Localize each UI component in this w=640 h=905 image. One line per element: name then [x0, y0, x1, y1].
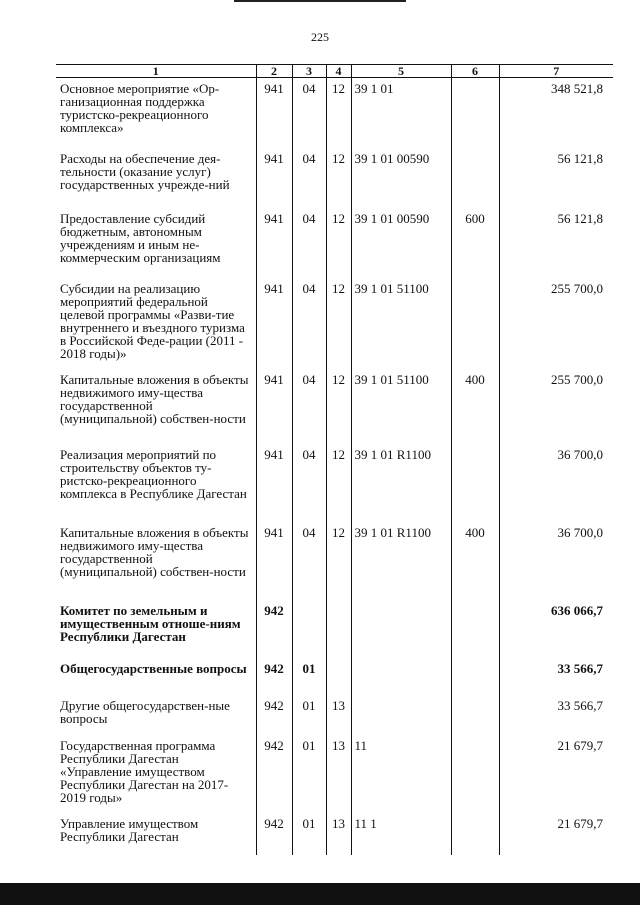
cell-ministry-code: 941 [256, 444, 292, 522]
cell-name: Управление имуществом Республики Дагестан [60, 815, 199, 844]
cell-amount: 33 566,7 [499, 695, 613, 735]
header-col-2: 2 [256, 65, 292, 78]
cell-amount: 255 700,0 [499, 278, 613, 369]
cell-amount: 255 700,0 [499, 369, 613, 444]
cell-amount: 56 121,8 [499, 148, 613, 208]
cell-amount: 636 066,7 [499, 600, 613, 658]
cell-expense-type [451, 78, 499, 148]
cell-target-article: 39 1 01 R1100 [351, 522, 451, 600]
cell-section: 04 [292, 148, 326, 208]
cell-section: 01 [292, 658, 326, 695]
cell-expense-type: 600 [451, 208, 499, 278]
cell-amount: 36 700,0 [499, 444, 613, 522]
cell-ministry-code: 942 [256, 813, 292, 855]
cell-section: 01 [292, 813, 326, 855]
cell-target-article: 39 1 01 51100 [351, 369, 451, 444]
cell-name: Расходы на обеспечение дея-тельности (оказание услуг) государственных учрежде-ний [60, 150, 230, 192]
cell-section: 01 [292, 695, 326, 735]
table-header-row [56, 65, 613, 78]
cell-section: 04 [292, 369, 326, 444]
table-row [56, 78, 613, 148]
table-row [56, 813, 613, 855]
cell-ministry-code: 942 [256, 735, 292, 813]
cell-expense-type [451, 658, 499, 695]
cell-ministry-code: 941 [256, 369, 292, 444]
cell-section: 04 [292, 78, 326, 148]
cell-amount: 36 700,0 [499, 522, 613, 600]
cell-name: Другие общегосударствен-ные вопросы [60, 697, 230, 726]
header-col-4: 4 [326, 65, 351, 78]
cell-target-article: 11 1 [351, 813, 451, 855]
cell-name: Общегосударственные вопросы [60, 660, 247, 676]
cell-subsection: 12 [326, 444, 351, 522]
cell-subsection: 13 [326, 735, 351, 813]
table-row [56, 695, 613, 735]
cell-expense-type [451, 735, 499, 813]
cell-amount: 56 121,8 [499, 208, 613, 278]
budget-table [56, 64, 613, 855]
cell-name: Предоставление субсидий бюджетным, автономным учреждениям и иным не-коммерческим организациям [60, 210, 221, 265]
header-col-5: 5 [351, 65, 451, 78]
cell-target-article: 39 1 01 51100 [351, 278, 451, 369]
cell-target-article: 11 [351, 735, 451, 813]
cell-section: 04 [292, 522, 326, 600]
cell-ministry-code: 941 [256, 522, 292, 600]
cell-section: 04 [292, 444, 326, 522]
cell-name: Государственная программа Республики Дагестан «Управление имуществом Республики Дагестан на 2017-2019 годы» [60, 737, 229, 805]
cell-expense-type: 400 [451, 522, 499, 600]
cell-amount: 21 679,7 [499, 813, 613, 855]
cell-target-article [351, 600, 451, 658]
table-row [56, 658, 613, 695]
table-row [56, 522, 613, 600]
cell-ministry-code: 942 [256, 600, 292, 658]
cell-expense-type [451, 695, 499, 735]
cell-amount: 33 566,7 [499, 658, 613, 695]
table-row [56, 369, 613, 444]
cell-target-article [351, 658, 451, 695]
table-row [56, 735, 613, 813]
cell-name: Основное мероприятие «Ор-ганизационная поддержка туристско-рекреационного комплекса» [60, 81, 220, 135]
table-row [56, 208, 613, 278]
header-col-1: 1 [56, 65, 256, 78]
cell-expense-type [451, 813, 499, 855]
cell-target-article: 39 1 01 00590 [351, 148, 451, 208]
cell-name: Субсидии на реализацию мероприятий федеральной целевой программы «Разви-тие внутреннего и въездного туризма в Российской Феде-рации (2011 - 2018 годы)» [60, 280, 245, 361]
cell-ministry-code: 941 [256, 148, 292, 208]
cell-ministry-code: 942 [256, 695, 292, 735]
cell-section: 01 [292, 735, 326, 813]
header-col-6: 6 [451, 65, 499, 78]
cell-name: Комитет по земельным и имущественным отноше-ниям Республики Дагестан [60, 602, 241, 644]
cell-section: 04 [292, 278, 326, 369]
cell-subsection: 12 [326, 278, 351, 369]
cell-subsection: 12 [326, 78, 351, 148]
table-row [56, 278, 613, 369]
cell-subsection: 12 [326, 522, 351, 600]
cell-subsection [326, 658, 351, 695]
cell-subsection: 13 [326, 695, 351, 735]
cell-amount: 348 521,8 [499, 78, 613, 148]
cell-section [292, 600, 326, 658]
cell-name: Реализация мероприятий по строительству объектов ту-ристско-рекреационного комплекса в Республике Дагестан [60, 446, 247, 501]
cell-subsection: 12 [326, 369, 351, 444]
cell-expense-type [451, 444, 499, 522]
cell-expense-type [451, 148, 499, 208]
cell-ministry-code: 941 [256, 208, 292, 278]
page-number: 225 [311, 30, 329, 44]
cell-expense-type: 400 [451, 369, 499, 444]
bottom-scan-edge [0, 883, 640, 905]
header-col-3: 3 [292, 65, 326, 78]
header-col-7: 7 [499, 65, 613, 78]
cell-target-article: 39 1 01 R1100 [351, 444, 451, 522]
cell-ministry-code: 942 [256, 658, 292, 695]
top-edge-mark [234, 0, 406, 2]
cell-expense-type [451, 600, 499, 658]
table-row [56, 148, 613, 208]
cell-subsection: 12 [326, 148, 351, 208]
table-body [56, 78, 613, 855]
table-row [56, 600, 613, 658]
cell-target-article: 39 1 01 [351, 78, 451, 148]
cell-subsection [326, 600, 351, 658]
cell-amount: 21 679,7 [499, 735, 613, 813]
cell-name: Капитальные вложения в объекты недвижимого иму-щества государственной (муниципальной) собствен-ности [60, 371, 249, 426]
cell-ministry-code: 941 [256, 278, 292, 369]
cell-subsection: 13 [326, 813, 351, 855]
cell-name: Капитальные вложения в объекты недвижимого иму-щества государственной (муниципальной) собствен-ности [60, 524, 249, 579]
table-row [56, 444, 613, 522]
cell-target-article [351, 695, 451, 735]
cell-target-article: 39 1 01 00590 [351, 208, 451, 278]
cell-ministry-code: 941 [256, 78, 292, 148]
cell-expense-type [451, 278, 499, 369]
cell-subsection: 12 [326, 208, 351, 278]
cell-section: 04 [292, 208, 326, 278]
